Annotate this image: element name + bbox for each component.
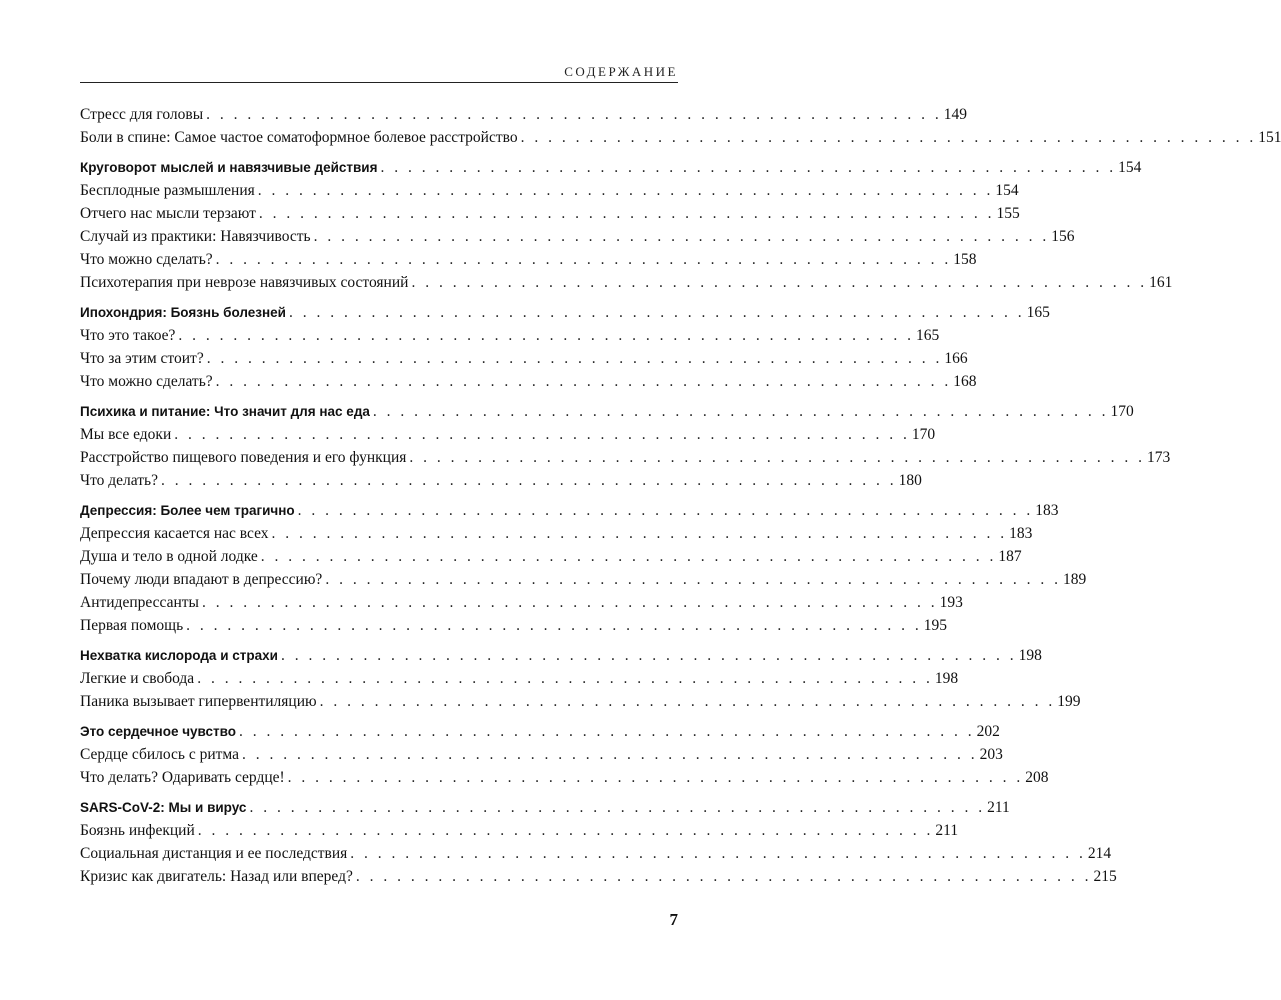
toc-section bbox=[80, 499, 1087, 637]
toc-entry-page: 166 bbox=[944, 350, 968, 367]
toc-entry-title: Социальная дистанция и ее последствия bbox=[80, 845, 348, 862]
dot-leader: . . . . . . . . . . . . . . . . . . . . . . . . . . . . . . . . . . . . . . . . . . . . . . . . . . . . . . bbox=[160, 472, 897, 489]
dot-leader: . . . . . . . . . . . . . . . . . . . . . . . . . . . . . . . . . . . . . . . . . . . . . . . . . . . . . . bbox=[319, 693, 1056, 710]
toc-entry-title: Сердце сбилось с ритма bbox=[80, 746, 239, 763]
toc-entry-page: 158 bbox=[953, 251, 977, 268]
toc-section bbox=[80, 301, 1050, 393]
toc-chapter-heading bbox=[80, 156, 1142, 179]
toc-entry-page: 202 bbox=[976, 723, 1000, 740]
toc-entry bbox=[80, 324, 940, 347]
toc-entry-page: 183 bbox=[1009, 525, 1033, 542]
toc-entry-title: Психотерапия при неврозе навязчивых состояний bbox=[80, 274, 409, 291]
toc-entry-title: Круговорот мыслей и навязчивые действия bbox=[80, 160, 378, 175]
running-header bbox=[80, 62, 678, 83]
dot-leader: . . . . . . . . . . . . . . . . . . . . . . . . . . . . . . . . . . . . . . . . . . . . . . . . . . . . . . bbox=[174, 426, 910, 443]
toc-entry-title: Отчего нас мысли терзают bbox=[80, 205, 256, 222]
toc-entry-title: Что можно сделать? bbox=[80, 251, 213, 268]
toc-entry bbox=[80, 865, 1117, 888]
toc-entry-page: 156 bbox=[1051, 228, 1075, 245]
dot-leader: . . . . . . . . . . . . . . . . . . . . . . . . . . . . . . . . . . . . . . . . . . . . . . . . . . . . . . bbox=[206, 106, 942, 123]
toc-entry-title: Паника вызывает гипервентиляцию bbox=[80, 693, 317, 710]
toc-entry-page: 170 bbox=[1110, 403, 1134, 420]
toc-entry bbox=[80, 126, 1281, 149]
toc-entry-page: 170 bbox=[911, 426, 936, 443]
toc-entry bbox=[80, 614, 948, 637]
dot-leader: . . . . . . . . . . . . . . . . . . . . . . . . . . . . . . . . . . . . . . . . . . . . . . . . . . . . . . bbox=[271, 525, 1008, 542]
toc-entry-page: 189 bbox=[1062, 571, 1087, 588]
toc-section bbox=[80, 103, 1281, 149]
toc-entry-title: Случай из практики: Навязчивость bbox=[80, 228, 311, 245]
toc-entry-title: Первая помощь bbox=[80, 617, 184, 634]
toc-entry-title: Что это такое? bbox=[80, 327, 176, 344]
toc-entry-title: Кризис как двигатель: Назад или вперед? bbox=[80, 868, 353, 885]
toc-entry-page: 165 bbox=[1026, 304, 1050, 321]
toc-entry-title: Что делать? bbox=[80, 472, 158, 489]
toc-entry-title: Боли в спине: Самое частое соматоформное болевое расстройство bbox=[80, 129, 518, 146]
dot-leader: . . . . . . . . . . . . . . . . . . . . . . . . . . . . . . . . . . . . . . . . . . . . . . . . . . . . . . bbox=[409, 449, 1146, 466]
dot-leader: . . . . . . . . . . . . . . . . . . . . . . . . . . . . . . . . . . . . . . . . . . . . . . . . . . . . . . bbox=[355, 868, 1092, 885]
dot-leader: . . . . . . . . . . . . . . . . . . . . . . . . . . . . . . . . . . . . . . . . . . . . . . . . . . . . . . bbox=[520, 129, 1257, 146]
toc-entry-page: 154 bbox=[1118, 159, 1142, 176]
toc-entry bbox=[80, 568, 1087, 591]
toc-entry-page: 195 bbox=[923, 617, 948, 634]
toc-entry-page: 161 bbox=[1149, 274, 1173, 291]
toc-entry-title: Депрессия: Более чем трагично bbox=[80, 503, 295, 518]
toc-entry-title: SARS-CoV-2: Мы и вирус bbox=[80, 800, 247, 815]
toc-entry-page: 187 bbox=[998, 548, 1022, 565]
dot-leader: . . . . . . . . . . . . . . . . . . . . . . . . . . . . . . . . . . . . . . . . . . . . . . . . . . . . . . bbox=[297, 502, 1034, 519]
dot-leader: . . . . . . . . . . . . . . . . . . . . . . . . . . . . . . . . . . . . . . . . . . . . . . . . . . . . . . bbox=[325, 571, 1061, 588]
dot-leader: . . . . . . . . . . . . . . . . . . . . . . . . . . . . . . . . . . . . . . . . . . . . . . . . . . . . . . bbox=[350, 845, 1086, 862]
toc-entry-title: Нехватка кислорода и страхи bbox=[80, 648, 278, 663]
dot-leader: . . . . . . . . . . . . . . . . . . . . . . . . . . . . . . . . . . . . . . . . . . . . . . . . . . . . . . bbox=[280, 647, 1017, 664]
dot-leader: . . . . . . . . . . . . . . . . . . . . . . . . . . . . . . . . . . . . . . . . . . . . . . . . . . . . . . bbox=[178, 327, 915, 344]
toc-entry bbox=[80, 743, 1003, 766]
dot-leader: . . . . . . . . . . . . . . . . . . . . . . . . . . . . . . . . . . . . . . . . . . . . . . . . . . . . . . bbox=[411, 274, 1148, 291]
dot-leader: . . . . . . . . . . . . . . . . . . . . . . . . . . . . . . . . . . . . . . . . . . . . . . . . . . . . . . bbox=[313, 228, 1050, 245]
dot-leader: . . . . . . . . . . . . . . . . . . . . . . . . . . . . . . . . . . . . . . . . . . . . . . . . . . . . . . bbox=[206, 350, 943, 367]
toc-chapter-heading bbox=[80, 720, 1000, 743]
header-title: СОДЕРЖАНИЕ bbox=[564, 64, 678, 79]
toc-entry-page: 183 bbox=[1035, 502, 1059, 519]
toc-entry-page: 211 bbox=[987, 799, 1010, 816]
dot-leader: . . . . . . . . . . . . . . . . . . . . . . . . . . . . . . . . . . . . . . . . . . . . . . . . . . . . . . bbox=[242, 746, 978, 763]
toc-entry bbox=[80, 522, 1033, 545]
toc-entry-page: 168 bbox=[953, 373, 977, 390]
toc-entry bbox=[80, 225, 1075, 248]
dot-leader: . . . . . . . . . . . . . . . . . . . . . . . . . . . . . . . . . . . . . . . . . . . . . . . . . . . . . . bbox=[380, 159, 1117, 176]
toc-entry bbox=[80, 819, 959, 842]
toc-entry bbox=[80, 370, 977, 393]
toc-entry-page: 208 bbox=[1025, 769, 1049, 786]
toc-entry bbox=[80, 347, 968, 370]
toc-entry bbox=[80, 446, 1171, 469]
toc-entry-page: 151 bbox=[1258, 129, 1281, 146]
toc-entry bbox=[80, 469, 922, 492]
dot-leader: . . . . . . . . . . . . . . . . . . . . . . . . . . . . . . . . . . . . . . . . . . . . . . . . . . . . . . bbox=[260, 548, 997, 565]
dot-leader: . . . . . . . . . . . . . . . . . . . . . . . . . . . . . . . . . . . . . . . . . . . . . . . . . . . . . . bbox=[197, 822, 934, 839]
toc-entry bbox=[80, 667, 959, 690]
toc-entry-page: 211 bbox=[935, 822, 959, 839]
toc-entry bbox=[80, 545, 1022, 568]
toc-entry-title: Что делать? Одаривать сердце! bbox=[80, 769, 285, 786]
toc-entry-page: 149 bbox=[943, 106, 967, 123]
dot-leader: . . . . . . . . . . . . . . . . . . . . . . . . . . . . . . . . . . . . . . . . . . . . . . . . . . . . . . bbox=[257, 182, 994, 199]
toc-section bbox=[80, 156, 1173, 294]
dot-leader: . . . . . . . . . . . . . . . . . . . . . . . . . . . . . . . . . . . . . . . . . . . . . . . . . . . . . . bbox=[258, 205, 995, 222]
toc-entry bbox=[80, 423, 936, 446]
toc-entry bbox=[80, 591, 963, 614]
toc-entry-title: Легкие и свобода bbox=[80, 670, 195, 687]
toc-chapter-heading bbox=[80, 400, 1134, 423]
toc-entry-title: Бесплодные размышления bbox=[80, 182, 255, 199]
toc-chapter-heading bbox=[80, 644, 1042, 667]
toc-entry bbox=[80, 248, 977, 271]
table-of-contents bbox=[80, 103, 1281, 895]
toc-entry-page: 199 bbox=[1057, 693, 1081, 710]
page-number: 7 bbox=[669, 910, 678, 929]
toc-entry-page: 193 bbox=[939, 594, 963, 611]
toc-entry-title: Психика и питание: Что значит для нас еда bbox=[80, 404, 370, 419]
toc-entry-page: 203 bbox=[979, 746, 1003, 763]
toc-entry-title: Ипохондрия: Боязнь болезней bbox=[80, 305, 286, 320]
toc-entry-title: Депрессия касается нас всех bbox=[80, 525, 269, 542]
toc-entry bbox=[80, 202, 1020, 225]
toc-entry-page: 198 bbox=[934, 670, 959, 687]
dot-leader: . . . . . . . . . . . . . . . . . . . . . . . . . . . . . . . . . . . . . . . . . . . . . . . . . . . . . . bbox=[287, 769, 1024, 786]
toc-section bbox=[80, 720, 1049, 789]
dot-leader: . . . . . . . . . . . . . . . . . . . . . . . . . . . . . . . . . . . . . . . . . . . . . . . . . . . . . . bbox=[201, 594, 938, 611]
toc-section bbox=[80, 644, 1081, 713]
toc-entry-page: 180 bbox=[898, 472, 922, 489]
toc-entry bbox=[80, 271, 1173, 294]
toc-entry-title: Стресс для головы bbox=[80, 106, 204, 123]
toc-entry bbox=[80, 103, 967, 126]
toc-entry-page: 198 bbox=[1018, 647, 1042, 664]
toc-entry-title: Душа и тело в одной лодке bbox=[80, 548, 258, 565]
dot-leader: . . . . . . . . . . . . . . . . . . . . . . . . . . . . . . . . . . . . . . . . . . . . . . . . . . . . . . bbox=[197, 670, 933, 687]
dot-leader: . . . . . . . . . . . . . . . . . . . . . . . . . . . . . . . . . . . . . . . . . . . . . . . . . . . . . . bbox=[186, 617, 922, 634]
toc-chapter-heading bbox=[80, 301, 1050, 324]
toc-entry-page: 154 bbox=[995, 182, 1019, 199]
toc-chapter-heading bbox=[80, 796, 1010, 819]
toc-entry bbox=[80, 842, 1112, 865]
toc-entry-title: Что за этим стоит? bbox=[80, 350, 204, 367]
toc-section bbox=[80, 400, 1171, 492]
dot-leader: . . . . . . . . . . . . . . . . . . . . . . . . . . . . . . . . . . . . . . . . . . . . . . . . . . . . . . bbox=[215, 251, 952, 268]
dot-leader: . . . . . . . . . . . . . . . . . . . . . . . . . . . . . . . . . . . . . . . . . . . . . . . . . . . . . . bbox=[215, 373, 952, 390]
toc-entry-title: Что можно сделать? bbox=[80, 373, 213, 390]
toc-entry-title: Почему люди впадают в депрессию? bbox=[80, 571, 323, 588]
toc-entry bbox=[80, 690, 1081, 713]
dot-leader: . . . . . . . . . . . . . . . . . . . . . . . . . . . . . . . . . . . . . . . . . . . . . . . . . . . . . . bbox=[239, 723, 975, 740]
dot-leader: . . . . . . . . . . . . . . . . . . . . . . . . . . . . . . . . . . . . . . . . . . . . . . . . . . . . . . bbox=[288, 304, 1025, 321]
toc-entry-title: Это сердечное чувство bbox=[80, 724, 236, 739]
toc-entry bbox=[80, 179, 1019, 202]
toc-entry-title: Мы все едоки bbox=[80, 426, 172, 443]
toc-entry-page: 155 bbox=[996, 205, 1020, 222]
toc-entry-page: 173 bbox=[1147, 449, 1171, 466]
toc-entry-page: 214 bbox=[1087, 845, 1112, 862]
dot-leader: . . . . . . . . . . . . . . . . . . . . . . . . . . . . . . . . . . . . . . . . . . . . . . . . . . . . . . bbox=[372, 403, 1109, 420]
dot-leader: . . . . . . . . . . . . . . . . . . . . . . . . . . . . . . . . . . . . . . . . . . . . . . . . . . . . . . bbox=[249, 799, 986, 816]
toc-entry-title: Антидепрессанты bbox=[80, 594, 199, 611]
toc-entry-page: 165 bbox=[916, 327, 940, 344]
toc-chapter-heading bbox=[80, 499, 1059, 522]
toc-entry-page: 215 bbox=[1093, 868, 1117, 885]
toc-section bbox=[80, 796, 1117, 888]
toc-entry bbox=[80, 766, 1049, 789]
toc-entry-title: Расстройство пищевого поведения и его функция bbox=[80, 449, 407, 466]
toc-entry-title: Боязнь инфекций bbox=[80, 822, 195, 839]
